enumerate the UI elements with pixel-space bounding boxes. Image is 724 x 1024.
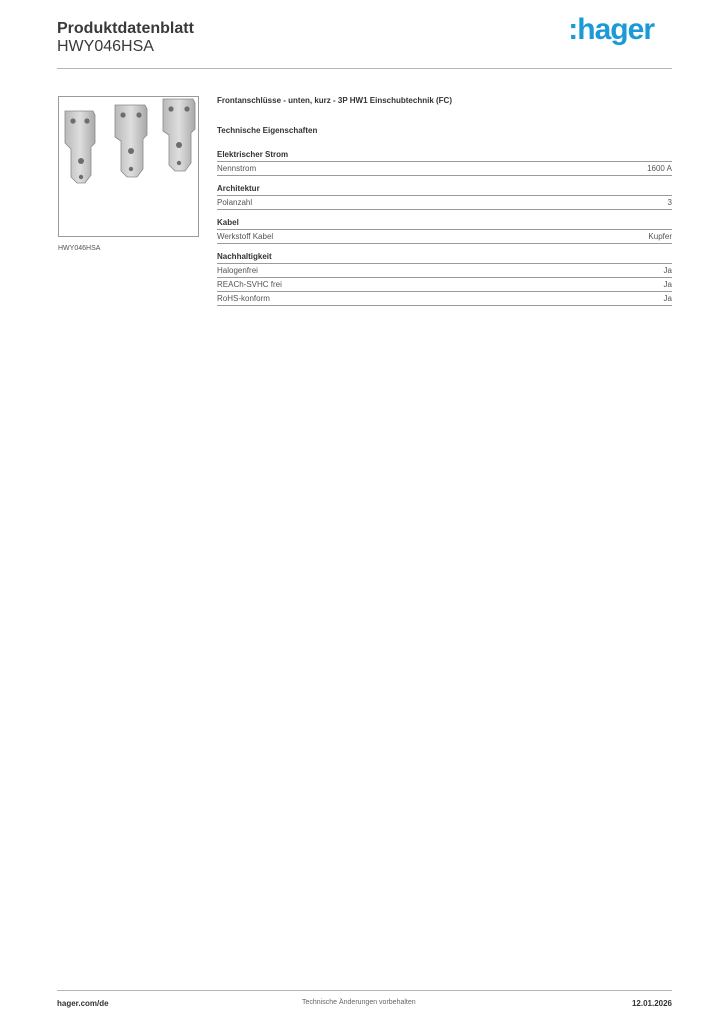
- spec-label: Werkstoff Kabel: [217, 232, 274, 241]
- spec-group-sustainability: [217, 252, 672, 306]
- spec-label: Polanzahl: [217, 198, 253, 207]
- spec-value: Kupfer: [648, 232, 672, 241]
- spec-row: [217, 278, 672, 292]
- terminal-3: [163, 99, 195, 171]
- footer-notice: Technische Änderungen vorbehalten: [302, 999, 416, 1006]
- spec-value: 3: [667, 198, 672, 207]
- spec-value: Ja: [663, 266, 672, 275]
- spec-label: Nennstrom: [217, 164, 257, 173]
- spec-label: Halogenfrei: [217, 266, 258, 275]
- group-title: Kabel: [217, 218, 672, 230]
- product-image-caption: HWY046HSA: [58, 245, 101, 252]
- footer-divider: [57, 990, 672, 991]
- spec-row: [217, 292, 672, 306]
- spec-heading: Technische Eigenschaften: [217, 126, 318, 135]
- spec-group-cable: [217, 218, 672, 244]
- spec-label: REACh-SVHC frei: [217, 280, 282, 289]
- footer-website-link[interactable]: hager.com/de: [57, 999, 109, 1008]
- header-divider: [57, 68, 672, 69]
- connector-terminals-image: [59, 97, 198, 236]
- logo-dots-icon: :: [568, 13, 578, 46]
- spec-row: [217, 230, 672, 244]
- spec-section: [217, 96, 672, 314]
- page-title: Produktdatenblatt: [57, 20, 194, 37]
- group-title: Architektur: [217, 184, 672, 196]
- group-title: Elektrischer Strom: [217, 150, 672, 162]
- spec-row: [217, 196, 672, 210]
- spec-group-architecture: [217, 184, 672, 210]
- spec-row: [217, 162, 672, 176]
- spec-group-electrical: [217, 150, 672, 176]
- group-title: Nachhaltigkeit: [217, 252, 672, 264]
- spec-row: [217, 264, 672, 278]
- hager-logo: [568, 13, 654, 47]
- product-image: [58, 96, 199, 237]
- logo-text: hager: [577, 13, 654, 46]
- terminal-2: [115, 105, 147, 177]
- product-code: HWY046HSA: [57, 38, 154, 55]
- product-description: Frontanschlüsse - unten, kurz - 3P HW1 Einschubtechnik (FC): [217, 96, 452, 105]
- terminal-1: [65, 111, 95, 183]
- spec-value: Ja: [663, 294, 672, 303]
- spec-value: Ja: [663, 280, 672, 289]
- spec-value: 1600 A: [647, 164, 672, 173]
- footer-date: 12.01.2026: [631, 999, 672, 1008]
- spec-label: RoHS-konform: [217, 294, 270, 303]
